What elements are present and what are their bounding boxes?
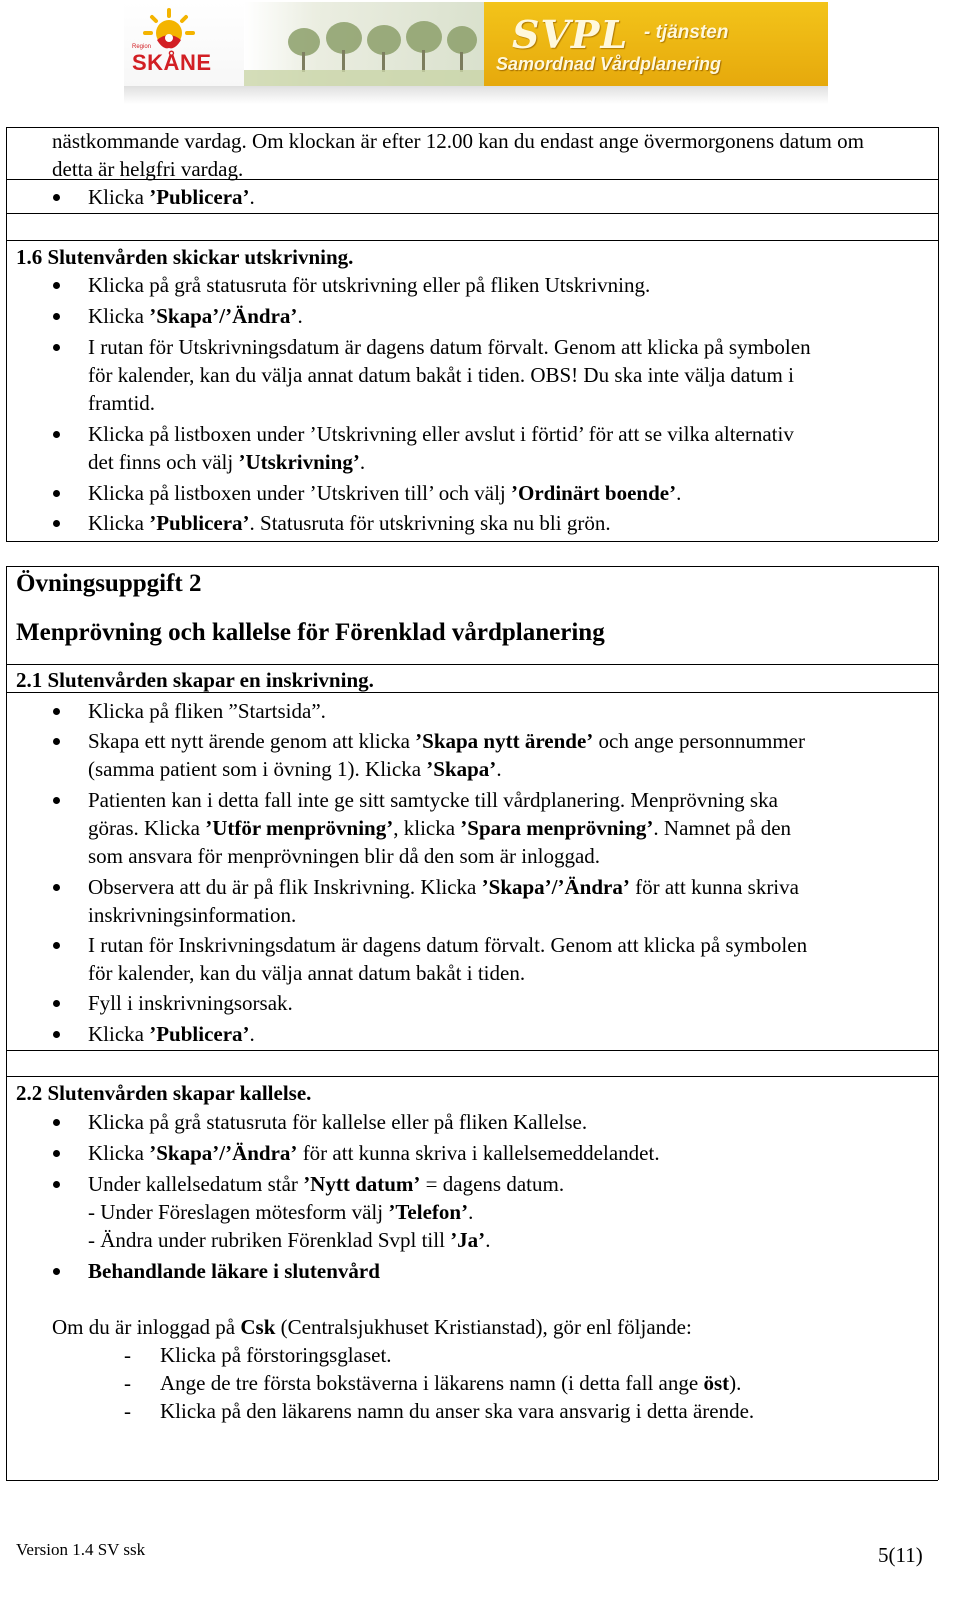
bullet-icon	[53, 708, 60, 715]
list-item: Behandlande läkare i slutenvård	[88, 1259, 380, 1283]
list-item: Klicka ’Skapa’/’Ändra’ för att kunna skriva i kallelsemeddelandet.	[88, 1141, 660, 1165]
list-item: Klicka ’Skapa’/’Ändra’.	[88, 304, 303, 328]
list-item: Klicka ’Publicera’. Statusruta för utskrivning ska nu bli grön.	[88, 511, 611, 535]
dash-marker: -	[124, 1343, 131, 1367]
row-divider	[6, 1076, 938, 1077]
row-divider	[6, 566, 938, 567]
list-item: Fyll i inskrivningsorsak.	[88, 991, 293, 1015]
section-heading-1-6: 1.6 Slutenvården skickar utskrivning.	[16, 245, 354, 269]
continuation-text: nästkommande vardag. Om klockan är efter 12.00 kan du endast ange övermorgonens datum om	[52, 129, 864, 153]
sub-step: Klicka på förstoringsglaset.	[160, 1343, 392, 1367]
list-item: Observera att du är på flik Inskrivning. Klicka ’Skapa’/’Ändra’ för att kunna skriva	[88, 875, 799, 899]
list-item-continuation: - Ändra under rubriken Förenklad Svpl till ’Ja’.	[88, 1228, 491, 1252]
bullet-icon	[53, 942, 60, 949]
section-heading-2-1: 2.1 Slutenvården skapar en inskrivning.	[16, 668, 374, 692]
list-item: Patienten kan i detta fall inte ge sitt samtycke till vårdplanering. Menprövning ska	[88, 788, 778, 812]
list-item: Klicka ’Publicera’.	[88, 185, 255, 209]
list-item-continuation: för kalender, kan du välja annat datum bakåt i tiden. OBS! Du ska inte välja datum i	[88, 363, 794, 387]
list-item: Under kallelsedatum står ’Nytt datum’ = dagens datum.	[88, 1172, 565, 1196]
list-item: Klicka ’Publicera’.	[88, 1022, 255, 1046]
list-item: I rutan för Inskrivningsdatum är dagens datum förvalt. Genom att klicka på symbolen	[88, 933, 808, 957]
column-border	[6, 127, 7, 541]
section-heading-2-2: 2.2 Slutenvården skapar kallelse.	[16, 1081, 312, 1105]
region-name: SKÅNE	[132, 50, 212, 75]
list-item-continuation: som ansvara för menprövningen blir då den som är inloggad.	[88, 844, 601, 868]
row-divider	[6, 240, 938, 241]
row-divider	[6, 213, 938, 214]
tree-row-illustration	[244, 2, 484, 86]
list-item: Klicka på listboxen under ’Utskrivning eller avslut i förtid’ för att se vilka alternativ	[88, 422, 794, 446]
bullet-icon	[53, 490, 60, 497]
list-item-continuation: - Under Föreslagen mötesform välj ’Telefon’.	[88, 1200, 474, 1224]
bullet-icon	[53, 797, 60, 804]
list-item: Klicka på fliken ”Startsida”.	[88, 699, 326, 723]
bullet-icon	[53, 884, 60, 891]
bullet-icon	[53, 1268, 60, 1275]
bullet-icon	[53, 1000, 60, 1007]
bullet-icon	[53, 1119, 60, 1126]
row-divider	[6, 1050, 938, 1051]
list-item-continuation: för kalender, kan du välja annat datum bakåt i tiden.	[88, 961, 526, 985]
bullet-icon	[53, 520, 60, 527]
bullet-icon	[53, 1031, 60, 1038]
list-item: I rutan för Utskrivningsdatum är dagens datum förvalt. Genom att klicka på symbolen	[88, 335, 811, 359]
footer-version: Version 1.4 SV ssk	[16, 1540, 146, 1559]
list-item-continuation: (samma patient som i övning 1). Klicka ’Skapa’.	[88, 757, 502, 781]
exercise-title: Övningsuppgift 2	[16, 570, 202, 597]
sub-step: Ange de tre första bokstäverna i läkarens namn (i detta fall ange öst).	[160, 1371, 742, 1395]
csk-instruction: Om du är inloggad på Csk (Centralsjukhuset Kristianstad), gör enl följande:	[52, 1315, 692, 1339]
row-divider	[6, 541, 938, 542]
list-item-continuation: det finns och välj ’Utskrivning’.	[88, 450, 366, 474]
bullet-icon	[53, 313, 60, 320]
bullet-icon	[53, 282, 60, 289]
region-small-label: Region	[132, 44, 152, 50]
banner-landscape-image	[244, 2, 484, 86]
service-title: SVPL	[512, 12, 629, 57]
list-item: Klicka på grå statusruta för utskrivning eller på fliken Utskrivning.	[88, 273, 651, 297]
bullet-icon	[53, 194, 60, 201]
bullet-icon	[53, 1181, 60, 1188]
bullet-icon	[53, 344, 60, 351]
continuation-text: detta är helgfri vardag.	[52, 157, 244, 181]
list-item: Klicka på grå statusruta för kallelse eller på fliken Kallelse.	[88, 1110, 588, 1134]
bullet-icon	[53, 431, 60, 438]
row-divider	[6, 664, 938, 665]
list-item-continuation: göras. Klicka ’Utför menprövning’, klicka ’Spara menprövning’. Namnet på den	[88, 816, 792, 840]
row-divider	[6, 1480, 938, 1481]
sub-step: Klicka på den läkarens namn du anser ska vara ansvarig i detta ärende.	[160, 1399, 755, 1423]
column-border	[938, 566, 939, 1480]
list-item: Skapa ett nytt ärende genom att klicka ’Skapa nytt ärende’ och ange personnummer	[88, 729, 805, 753]
bullet-icon	[53, 738, 60, 745]
column-border	[938, 127, 939, 541]
banner-shadow	[124, 86, 828, 104]
dash-marker: -	[124, 1399, 131, 1423]
list-item-continuation: framtid.	[88, 391, 156, 415]
list-item: Klicka på listboxen under ’Utskriven till’ och välj ’Ordinärt boende’.	[88, 481, 682, 505]
service-subtitle: Samordnad Vårdplanering	[496, 54, 722, 74]
header-banner	[124, 0, 828, 108]
column-border	[6, 566, 7, 1480]
service-title-suffix: - tjänsten	[644, 22, 729, 43]
bullet-icon	[53, 1150, 60, 1157]
page-number: 5(11)	[878, 1543, 923, 1567]
list-item-continuation: inskrivningsinformation.	[88, 903, 297, 927]
exercise-subtitle: Menprövning och kallelse för Förenklad vårdplanering	[16, 619, 605, 646]
dash-marker: -	[124, 1371, 131, 1395]
